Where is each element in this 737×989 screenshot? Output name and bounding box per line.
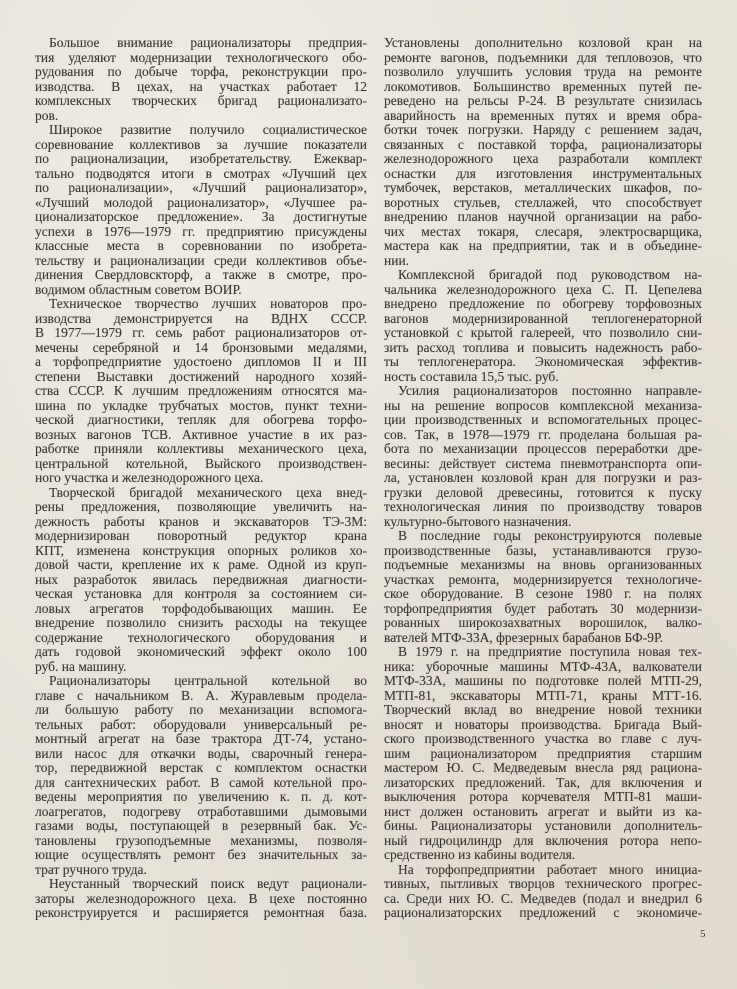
text-line: са. Среди них Ю. С. Медведев (подал и внедрил 6: [384, 891, 702, 906]
text-line: мастером Ю. С. Медведевым внесла ряд рациона-: [384, 761, 702, 775]
text-line: степени Выставки достижений народного хозяй-: [35, 369, 367, 384]
text-line: связанных с поставкой торфа, рационализаторы: [384, 137, 702, 152]
text-line: Усилия рационализаторов постоянно направле-: [398, 384, 702, 398]
text-line: рудования по добыче торфа, реконструкции про-: [35, 65, 367, 79]
text-line: технологическая линия по производству товаров: [384, 500, 702, 514]
text-line: производственные базы, устанавливаются грузо-: [384, 543, 702, 558]
text-line: бины. Рационализаторы установили дополнитель-: [384, 819, 702, 833]
text-line: дежность работы кранов и экскаваторов ТЭ-3М:: [35, 514, 367, 529]
text-line: КПТ, изменена конструкция опорных роликов хо-: [35, 543, 367, 558]
text-line: железнодорожного цеха разработали комплект: [384, 152, 702, 166]
text-line: внедрению планов научной организации на рабо-: [384, 210, 702, 224]
text-line: ли большую работу по механизации вспомога-: [35, 703, 367, 717]
text-line: В 1977—1979 гг. семь работ рационализаторов от-: [35, 326, 367, 340]
text-line: лизаторских предложений. Так, для включения и: [384, 775, 702, 790]
text-line: дать годовой экономический эффект около 100: [35, 645, 367, 659]
text-line: грузки деловой древесины, готовится к пуску: [384, 485, 702, 500]
text-line: Установлены дополнительно козловой кран на: [384, 36, 702, 50]
text-line: ных разработок явилась передвижная диагности-: [35, 572, 367, 587]
text-line: ловых агрегатов торфодобывающих машин. Ее: [35, 601, 367, 616]
text-line: ции производственных и вспомогательных процес-: [384, 413, 702, 427]
paragraph: [35, 877, 367, 921]
text-line: классные места в соревновании по изобрета-: [35, 239, 367, 253]
text-line: внедрение позволило снизить расходы на текущее: [35, 616, 367, 630]
text-line: ны на решение вопросов комплексной механиза-: [384, 398, 702, 413]
paragraph: [35, 674, 367, 877]
text-line: вносят и новаторы производства. Бригада Вый-: [384, 717, 702, 732]
text-line: «Лучший молодой рационализатор», «Лучшее ра-: [35, 195, 367, 210]
text-line: МТФ-33А, машины по подготовке полей МТП-29,: [384, 674, 702, 688]
text-line: вателей МТФ-33А, фрезерных барабанов БФ-9Р.: [384, 630, 664, 645]
text-line: тально подводятся итоги в смотрах «Лучший цех: [35, 166, 367, 181]
text-line: для сантехнических работ. В самой котельной про-: [35, 775, 367, 790]
text-line: средственно из кабины водителя.: [384, 848, 576, 862]
text-line: а торфопредприятие удостоено дипломов II и III: [35, 355, 367, 369]
text-line: ботки точек погрузки. Наряду с решением задач,: [384, 123, 702, 137]
text-line: главе с начальником В. А. Журавлевым продела-: [35, 688, 367, 703]
text-line: сов. Так, в 1978—1979 гг. проделана большая ра-: [384, 427, 702, 442]
text-line: содержание технологического оборудования и: [35, 630, 367, 645]
text-line: Большое внимание рационализаторы предприя-: [49, 36, 367, 50]
text-line: соревнование коллективов за лучшие показатели: [35, 137, 367, 152]
text-line: аварийность на временных путях и время обра-: [384, 108, 702, 123]
paragraph: [35, 123, 367, 297]
paragraph: [35, 36, 367, 123]
text-line: позволило улучшить условия труда на ремонте: [384, 65, 702, 79]
text-line: Широкое развитие получило социалистическое: [49, 123, 367, 137]
text-line: шина по укладке трубчатых мостов, пункт техни-: [35, 398, 367, 413]
text-line: тивных, пытливых творцов технического прогрес-: [384, 877, 702, 891]
text-line: заторы железнодорожного цеха. В цехе постоянно: [35, 891, 367, 906]
text-line: возных вагонов ТСВ. Активное участие в их раз-: [35, 427, 367, 442]
text-line: успехи в 1976—1979 гг. предприятию присуждены: [35, 224, 367, 239]
text-line: рованных широкозахватных ворошилок, валко-: [384, 616, 702, 630]
text-line: весины: действует система пневмотранспорта опи-: [384, 456, 702, 471]
text-line: работке приняли коллективы механического цеха,: [35, 442, 367, 456]
text-column-left: [35, 36, 367, 921]
text-line: оснастки для изготовления инструментальных: [384, 166, 702, 181]
text-line: ческой диагностики, тепляк для обогрева торфо-: [35, 413, 367, 427]
text-line: Творческой бригадой механического цеха внед-: [49, 485, 367, 500]
text-line: лоагрегатов, подогреву отработавшими дымовыми: [35, 804, 367, 819]
text-line: установкой с крытой галереей, что позволило сни-: [384, 326, 702, 340]
text-line: газами воды, поступающей в резервный бак. Ус-: [35, 819, 367, 833]
text-line: воротных стульев, стеллажей, что способствует: [384, 195, 702, 210]
paragraph: [384, 645, 702, 863]
text-line: Творческий вклад во внедрение новой техники: [384, 703, 702, 717]
text-line: тия уделяют модернизации технологического обо-: [35, 50, 367, 65]
text-line: Комплексной бригадой под руководством на-: [398, 268, 702, 282]
text-line: водимом областным советом ВОИР.: [35, 282, 242, 297]
text-line: ремонте вагонов, подъемники для тепловозов, что: [384, 50, 702, 65]
text-line: модернизирован поворотный редуктор крана: [35, 529, 367, 543]
text-line: вили насос для откачки воды, сварочный генера-: [35, 746, 367, 761]
text-line: изводства. В цехах, на участках работает 12: [35, 79, 367, 94]
text-line: по рационализации», «Лучший рационализатор»,: [35, 181, 367, 195]
paragraph: [384, 268, 702, 384]
text-line: тановлены грузоподъемные механизмы, позволя-: [35, 833, 367, 848]
text-line: ность составила 15,5 тыс. руб.: [384, 369, 559, 384]
text-line: ла, установлен козловой кран для погрузки и раз-: [384, 471, 702, 485]
text-line: Техническое творчество лучших новаторов про-: [49, 297, 367, 311]
text-line: ционализаторское предложение». За достигнутые: [35, 210, 367, 224]
text-line: нии.: [384, 253, 410, 268]
text-line: ского производственного участка во главе с луч-: [384, 732, 702, 746]
text-line: чих местах токаря, слесаря, электросварщика,: [384, 224, 702, 239]
text-line: трат ручного труда.: [35, 862, 147, 877]
text-line: тельству и рационализации среди коллективов объе-: [35, 253, 367, 268]
text-line: Неустанный творческий поиск ведут рационали-: [49, 877, 367, 891]
text-line: довой части, крепление их к раме. Одной из круп-: [35, 558, 367, 572]
text-line: вагонов модернизированной теплогенераторной: [384, 311, 702, 326]
text-line: культурно-бытового назначения.: [384, 514, 572, 529]
text-line: монтный агрегат на базе трактора ДТ-74, устано-: [35, 732, 367, 746]
text-line: подъемные механизмы на вновь организованных: [384, 558, 702, 572]
text-line: тор, передвижной верстак с комплектом оснастки: [35, 761, 367, 775]
text-line: бота по механизации процессов переработки дре-: [384, 442, 702, 456]
text-line: локомотивов. Большинство временных путей пе-: [384, 79, 702, 94]
text-line: внедрено предложение по обогреву торфовозных: [384, 297, 702, 311]
text-line: по рационализации, изобретательству. Ежеквар-: [35, 152, 367, 166]
text-line: реконструируется и расширяется ремонтная база.: [35, 906, 367, 920]
text-line: зить расход топлива и повысить надежность рабо-: [384, 340, 702, 355]
text-line: ющие осуществлять ремонт без значительных за-: [35, 848, 367, 862]
text-line: мечены серебряной и 14 бронзовыми медалями,: [35, 340, 367, 355]
text-line: ческая установка для контроля за состоянием си-: [35, 587, 367, 601]
text-line: шим рационализатором предприятия старшим: [384, 746, 702, 761]
paragraph: [384, 863, 702, 921]
text-line: тельных работ: оборудовали универсальный ре-: [35, 717, 367, 732]
text-line: торфопредприятия будет работать 30 модернизи-: [384, 601, 702, 616]
text-line: МТП-81, экскаваторы МТП-71, краны МТТ-16.: [384, 688, 702, 703]
text-line: ника: уборочные машины МТФ-43А, валкователи: [384, 659, 702, 674]
text-line: ного участка и железнодорожного цеха.: [35, 471, 264, 485]
text-line: На торфопредприятии работает много инициа-: [398, 862, 702, 877]
text-line: рены предложения, позволяющие увеличить на-: [35, 500, 367, 514]
text-line: рационализаторских предложений с экономиче-: [384, 906, 702, 920]
text-line: В 1979 г. на предприятие поступила новая тех-: [398, 645, 702, 659]
text-line: центральной котельной, Выйского производствен-: [35, 456, 367, 471]
text-line: выключения ротора корчевателя МТП-81 маши-: [384, 790, 702, 804]
text-line: ный гидроцилиндр для включения ротора непо-: [384, 833, 702, 848]
text-line: В последние годы реконструируются полевые: [398, 529, 702, 543]
paragraph: [35, 486, 367, 675]
text-line: нист должен остановить агрегат и выйти из ка-: [384, 804, 702, 819]
text-line: изводства демонстрируется на ВДНХ СССР.: [35, 311, 367, 326]
paragraph: [384, 384, 702, 529]
text-column-right: [384, 36, 702, 921]
text-line: ское оборудование. В сезоне 1980 г. на полях: [384, 587, 702, 601]
paragraph: [384, 36, 702, 268]
text-line: комплексных творческих бригад рационализато-: [35, 94, 367, 108]
text-line: Рационализаторы центральной котельной во: [49, 674, 367, 688]
text-line: чальника железнодорожного цеха С. П. Цепелева: [384, 282, 702, 297]
paragraph: [35, 297, 367, 486]
text-line: ведены мероприятия по увеличению к. п. д. кот-: [35, 790, 367, 804]
text-line: ты теплогенератора. Экономическая эффектив-: [384, 355, 702, 369]
text-line: ров.: [35, 108, 59, 123]
text-line: мастера как на предприятии, так и в объедине-: [384, 239, 702, 253]
text-line: ства СССР. К лучшим предложениям относятся ма-: [35, 384, 367, 398]
paragraph: [384, 529, 702, 645]
text-line: участках ремонта, модернизируется технологиче-: [384, 572, 702, 587]
text-line: руб. на машину.: [35, 659, 127, 674]
text-line: динения Свердловскторф, а также в смотре, про-: [35, 268, 367, 282]
text-line: реведено на рельсы Р-24. В результате снизилась: [384, 94, 702, 108]
page-number: 5: [700, 928, 706, 940]
text-line: тумбочек, верстаков, металлических шкафов, по-: [384, 181, 702, 195]
